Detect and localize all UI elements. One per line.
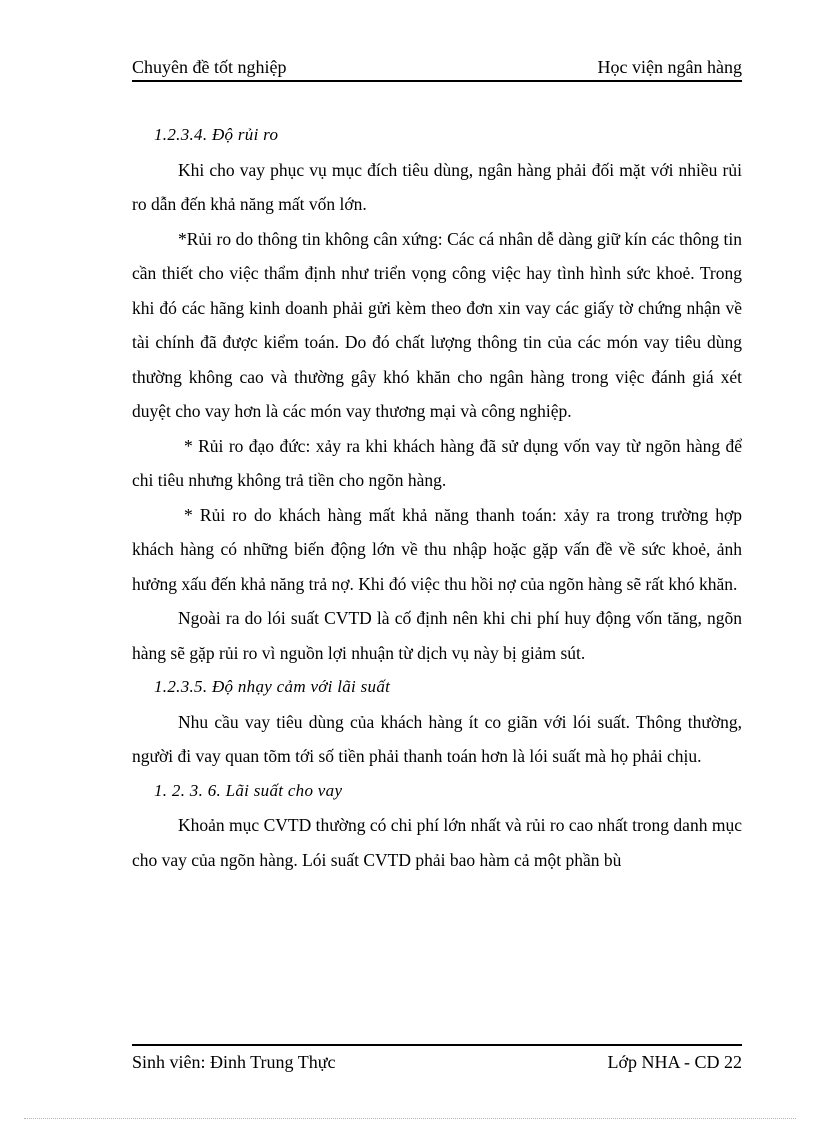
paragraph: Khi cho vay phục vụ mục đích tiêu dùng, ngân hàng phải đối mặt với nhiều rủi ro dẫn đến khả năng mất vốn lớn.: [132, 159, 742, 214]
page-header: [132, 50, 742, 82]
header-title-left: Chuyên đề tốt nghiệp: [132, 57, 287, 77]
paragraph: Nhu cầu vay tiêu dùng của khách hàng ít co giãn với lói suất. Thông thường, người đi vay quan tõm tới số tiền phải thanh toán hơn là lói suất mà họ phải chịu.: [132, 711, 742, 766]
document-body: [132, 118, 742, 877]
footer-class-name: Lớp NHA - CD 22: [607, 1052, 742, 1072]
section-heading-risk: 1.2.3.4. Độ rủi ro: [154, 125, 279, 144]
footer-student-name: Sinh viên: Đinh Trung Thực: [132, 1052, 336, 1072]
paragraph: Ngoài ra do lói suất CVTD là cố định nên khi chi phí huy động vốn tăng, ngõn hàng sẽ gặp rủi ro vì nguồn lợi nhuận từ dịch vụ này bị giảm sút.: [132, 608, 742, 663]
section-heading-interest-rate: 1. 2. 3. 6. Lãi suất cho vay: [154, 780, 343, 800]
page-bottom-edge: [24, 1118, 796, 1119]
section-heading-sensitivity: 1.2.3.5. Độ nhạy cảm với lãi suất: [154, 677, 391, 696]
paragraph: Khoản mục CVTD thường có chi phí lớn nhất và rủi ro cao nhất trong danh mục cho vay của ngõn hàng. Lói suất CVTD phải bao hàm cả một phần bù: [132, 815, 742, 870]
header-title-right: Học viện ngân hàng: [597, 57, 742, 77]
paragraph: *Rủi ro do thông tin không cân xứng: Các cá nhân dễ dàng giữ kín các thông tin cần thiết cho việc thẩm định như triển vọng công việc hay tình hình sức khoẻ. Trong khi đó các hãng kinh doanh phải gửi kèm theo đơn xin vay các giấy tờ chứng nhận về tài chính đã được kiểm toán. Do đó chất lượng thông tin của các món vay tiêu dùng thường không cao và thường gây khó khăn cho ngân hàng trong việc đánh giá xét duyệt cho vay hơn là các món vay thương mại và công nghiệp.: [132, 228, 742, 421]
paragraph: * Rủi ro do khách hàng mất khả năng thanh toán: xảy ra trong trường hợp khách hàng có những biến động lớn về thu nhập hoặc gặp vấn đề về sức khoẻ, ảnh hưởng xấu đến khả năng trả nợ. Khi đó việc thu hồi nợ của ngõn hàng sẽ rất khó khăn.: [132, 504, 742, 594]
paragraph: * Rủi ro đạo đức: xảy ra khi khách hàng đã sử dụng vốn vay từ ngõn hàng để chi tiêu nhưng không trả tiền cho ngõn hàng.: [132, 435, 742, 490]
page-footer: [132, 1044, 742, 1074]
